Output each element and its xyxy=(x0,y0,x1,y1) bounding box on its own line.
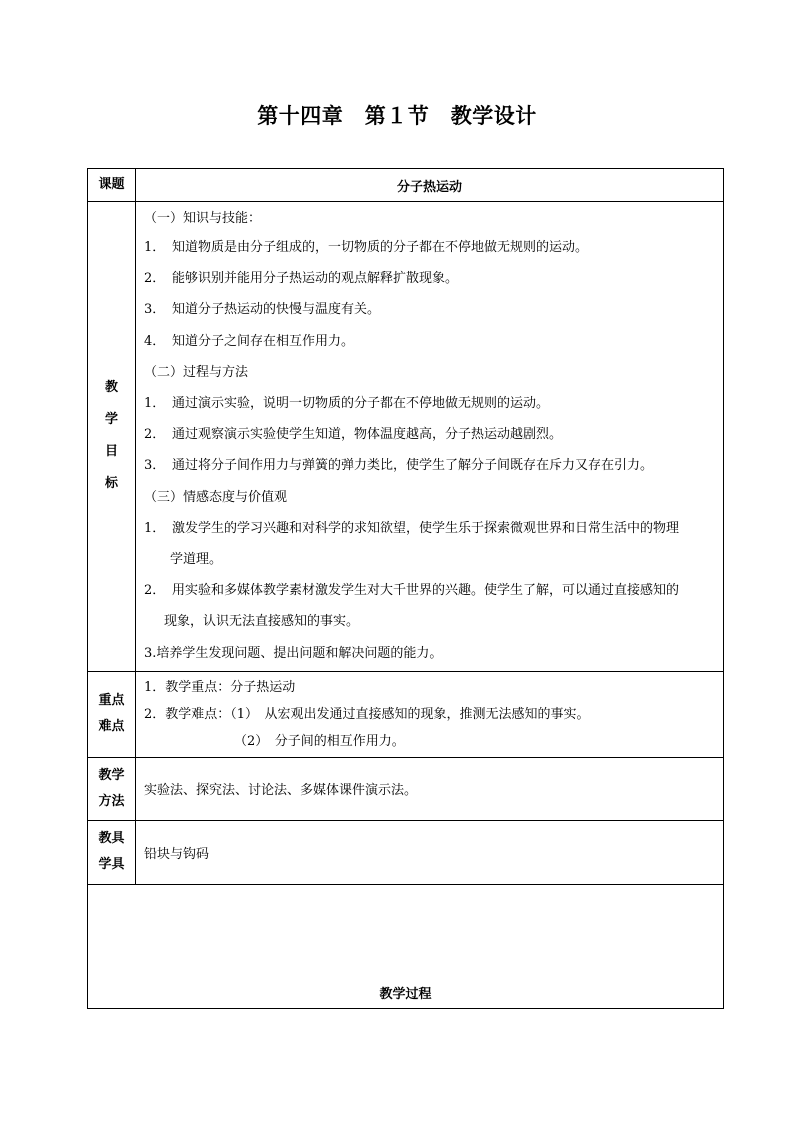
section-heading: （二）过程与方法 xyxy=(144,364,249,380)
objectives-label-char: 教 xyxy=(104,380,118,396)
methods-value: 实验法、探究法、讨论法、多媒体课件演示法。 xyxy=(136,757,724,820)
key-point: 1．教学重点：分子热运动 xyxy=(144,679,296,695)
objectives-label xyxy=(88,202,136,672)
lesson-plan-table xyxy=(87,168,724,1009)
list-item: 3． 知道分子热运动的快慢与温度有关。 xyxy=(144,302,381,318)
objectives-label-char: 学 xyxy=(104,412,118,428)
focus-label-line: 难点 xyxy=(98,719,125,735)
tools-label xyxy=(88,820,136,884)
difficult-point-sub: （2） 分子间的相互作用力。 xyxy=(234,733,405,749)
list-item-continuation: 现象，认识无法直接感知的事实。 xyxy=(164,614,360,630)
tools-label-line: 教具 xyxy=(98,831,125,847)
list-item: 3.培养学生发现问题、提出问题和解决问题的能力。 xyxy=(144,645,443,661)
methods-label xyxy=(88,757,136,820)
tools-value: 铅块与钩码 xyxy=(136,820,724,884)
list-item: 1． 通过演示实验，说明一切物质的分子都在不停地做无规则的运动。 xyxy=(144,396,550,412)
list-item: 3． 通过将分子间作用力与弹簧的弹力类比，使学生了解分子间既存在斥力又存在引力。 xyxy=(144,458,654,474)
focus-row xyxy=(88,671,724,757)
list-item: 2． 用实验和多媒体教学素材激发学生对大千世界的兴趣。使学生了解，可以通过直接感知的 xyxy=(144,583,680,599)
focus-label-line: 重点 xyxy=(98,693,125,709)
page-title: 第十四章 第１节 教学设计 xyxy=(257,103,537,128)
tools-label-line: 学具 xyxy=(98,857,125,873)
list-item: 4． 知道分子之间存在相互作用力。 xyxy=(144,333,355,349)
section-heading: （一）知识与技能： xyxy=(144,211,262,226)
process-heading: 教学过程 xyxy=(88,884,724,1008)
methods-label-line: 方法 xyxy=(98,793,125,809)
process-row xyxy=(88,884,724,1008)
difficult-point: 2．教学难点：（1） 从宏观出发通过直接感知的现象，推测无法感知的事实。 xyxy=(144,706,590,722)
topic-label: 课题 xyxy=(88,169,136,202)
list-item: 2． 能够识别并能用分子热运动的观点解释扩散现象。 xyxy=(144,271,459,287)
list-item-continuation: 学道理。 xyxy=(170,552,223,568)
methods-label-line: 教学 xyxy=(98,767,125,783)
methods-row xyxy=(88,757,724,820)
list-item: 1． 激发学生的学习兴趣和对科学的求知欲望，使学生乐于探索微观世界和日常生活中的物理 xyxy=(144,520,680,536)
objectives-content xyxy=(136,202,724,672)
objectives-row xyxy=(88,202,724,672)
objectives-label-char: 目 xyxy=(104,444,118,460)
focus-content xyxy=(136,671,724,757)
focus-label xyxy=(88,671,136,757)
topic-row xyxy=(88,169,724,202)
tools-row xyxy=(88,820,724,884)
topic-value: 分子热运动 xyxy=(136,169,724,202)
list-item: 2． 通过观察演示实验使学生知道，物体温度越高，分子热运动越剧烈。 xyxy=(144,427,563,443)
objectives-label-char: 标 xyxy=(104,476,118,492)
section-heading: （三）情感态度与价值观 xyxy=(144,489,288,505)
list-item: 1． 知道物质是由分子组成的，一切物质的分子都在不停地做无规则的运动。 xyxy=(144,240,589,255)
